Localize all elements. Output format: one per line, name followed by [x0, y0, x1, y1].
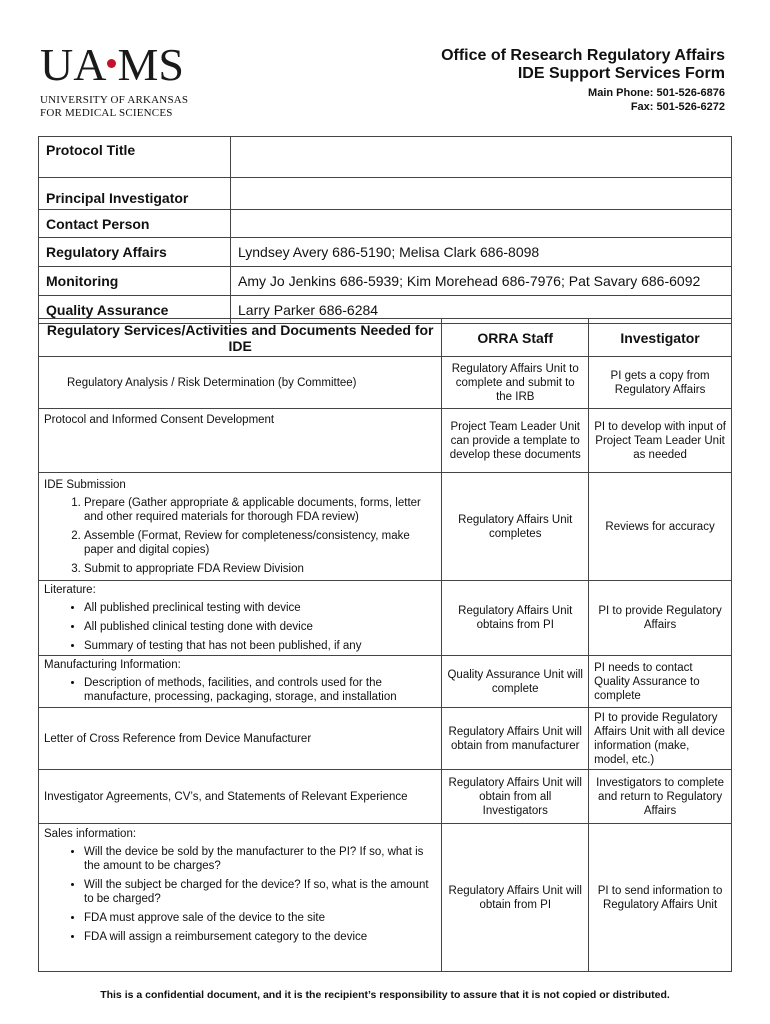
info-label: Protocol Title: [39, 137, 231, 178]
list-item: • Description of methods, facilities, and controls used for the manufacture, processing, packaging, storage, and installation: [84, 676, 436, 704]
confidentiality-notice: This is a confidential document, and it is the recipient’s responsibility to assure that it is not copied or distributed.: [100, 989, 670, 1001]
list-item: 3. Submit to appropriate FDA Review Division: [84, 562, 436, 576]
list-item: • All published preclinical testing with device: [84, 601, 436, 615]
info-label: Regulatory Affairs: [39, 238, 231, 267]
list-item: • FDA must approve sale of the device to the site: [84, 911, 436, 925]
form-title: IDE Support Services Form: [517, 65, 725, 82]
info-label: Principal Investigator: [39, 178, 231, 210]
form-header: [441, 47, 725, 114]
activity-cell: [39, 581, 442, 656]
investigator-cell: PI to provide Regulatory Affairs Unit with all device information (make, model, etc.): [589, 708, 732, 770]
info-value: Larry Parker 686-6284: [231, 296, 732, 324]
activity-title: Sales information:: [44, 828, 137, 840]
table-row: [39, 824, 732, 972]
list-item: • All published clinical testing done with device: [84, 620, 436, 634]
protocol-title-field[interactable]: [231, 137, 732, 178]
logo-wordmark: UA MS: [40, 39, 184, 90]
office-title: Office of Research Regulatory Affairs: [441, 47, 725, 64]
principal-investigator-field[interactable]: [231, 178, 732, 210]
contact-info-table: [38, 136, 732, 324]
activity-cell: [39, 656, 442, 708]
table-row: [39, 473, 732, 581]
activity-cell: [39, 473, 442, 581]
info-row: [39, 267, 732, 296]
staff-cell: Regulatory Affairs Unit obtains from PI: [442, 581, 589, 656]
activity-cell: Letter of Cross Reference from Device Manufacturer: [39, 708, 442, 770]
staff-cell: Project Team Leader Unit can provide a template to develop these documents: [442, 409, 589, 473]
info-row: [39, 178, 732, 210]
investigator-cell: Reviews for accuracy: [589, 473, 732, 581]
info-label: Quality Assurance: [39, 296, 231, 324]
sales-list: [44, 845, 436, 944]
services-table: [38, 318, 732, 972]
activity-title: Manufacturing Information:: [44, 659, 181, 671]
table-row: [39, 770, 732, 824]
manufacturing-list: [44, 676, 436, 704]
info-row: [39, 238, 732, 267]
list-item: • Will the subject be charged for the device? If so, what is the amount to be charged?: [84, 878, 436, 906]
list-item: 1. Prepare (Gather appropriate & applicable documents, forms, letter and other required materials for thorough FDA review): [84, 496, 436, 524]
info-label: Contact Person: [39, 210, 231, 238]
table-row: [39, 409, 732, 473]
activity-cell: Regulatory Analysis / Risk Determination (by Committee): [39, 357, 442, 409]
staff-cell: Regulatory Affairs Unit will obtain from manufacturer: [442, 708, 589, 770]
activity-title: Literature:: [44, 584, 96, 596]
info-value: Lyndsey Avery 686-5190; Melisa Clark 686-8098: [231, 238, 732, 267]
investigator-cell: PI needs to contact Quality Assurance to complete: [589, 656, 732, 708]
list-item: • FDA will assign a reimbursement category to the device: [84, 930, 436, 944]
staff-cell: Regulatory Affairs Unit completes: [442, 473, 589, 581]
logo-dot-icon: [107, 59, 116, 68]
staff-cell: Regulatory Affairs Unit will obtain from all Investigators: [442, 770, 589, 824]
contact-person-field[interactable]: [231, 210, 732, 238]
staff-cell: Regulatory Affairs Unit will obtain from PI: [442, 824, 589, 972]
investigator-cell: PI to provide Regulatory Affairs: [589, 581, 732, 656]
info-row: [39, 210, 732, 238]
table-row: [39, 708, 732, 770]
column-header: ORRA Staff: [442, 319, 589, 357]
ide-steps-list: [44, 496, 436, 576]
info-row: [39, 137, 732, 178]
table-row: [39, 581, 732, 656]
staff-cell: Quality Assurance Unit will complete: [442, 656, 589, 708]
fax-number: Fax: 501-526-6272: [630, 101, 725, 113]
info-label: Monitoring: [39, 267, 231, 296]
investigator-cell: Investigators to complete and return to Regulatory Affairs: [589, 770, 732, 824]
main-phone: Main Phone: 501-526-6876: [588, 87, 725, 99]
uams-logo: [40, 39, 189, 120]
list-item: • Summary of testing that has not been published, if any: [84, 639, 436, 653]
table-row: [39, 357, 732, 409]
staff-cell: Regulatory Affairs Unit to complete and submit to the IRB: [442, 357, 589, 409]
info-value: Amy Jo Jenkins 686-5939; Kim Morehead 686-7976; Pat Savary 686-6092: [231, 267, 732, 296]
investigator-cell: PI to develop with input of Project Team Leader Unit as needed: [589, 409, 732, 473]
list-item: 2. Assemble (Format, Review for completeness/consistency, make paper and digital copies): [84, 529, 436, 557]
column-header: Investigator: [589, 319, 732, 357]
table-header-row: [39, 319, 732, 357]
investigator-cell: PI gets a copy from Regulatory Affairs: [589, 357, 732, 409]
table-row: [39, 656, 732, 708]
literature-list: [44, 601, 436, 653]
list-item: • Will the device be sold by the manufacturer to the PI? If so, what is the amount to be charges?: [84, 845, 436, 873]
activity-title: IDE Submission: [44, 478, 126, 491]
activity-cell: Protocol and Informed Consent Development: [39, 409, 442, 473]
investigator-cell: PI to send information to Regulatory Affairs Unit: [589, 824, 732, 972]
activity-cell: Investigator Agreements, CV’s, and Statements of Relevant Experience: [39, 770, 442, 824]
logo-subtitle: UNIVERSITY OF ARKANSAS FOR MEDICAL SCIENCES: [40, 94, 189, 119]
activity-cell: [39, 824, 442, 972]
column-header: Regulatory Services/Activities and Documents Needed for IDE: [39, 319, 442, 357]
